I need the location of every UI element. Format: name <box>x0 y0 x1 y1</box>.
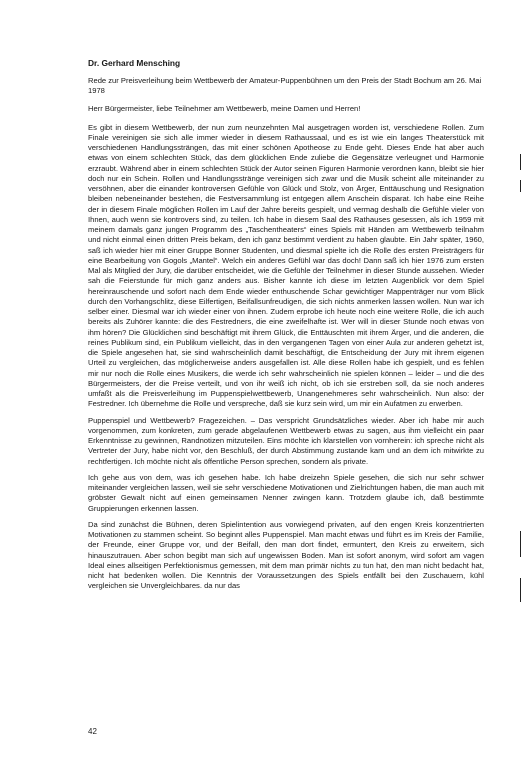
salutation: Herr Bürgermeister, liebe Teilnehmer am Wettbewerb, meine Damen und Herren! <box>88 104 361 114</box>
paragraph-3: Ich gehe aus von dem, was ich gesehen habe. Ich habe dreizehn Spiele gesehen, die sich nur sehr schwer miteinander vergleichen lassen, weil sie sehr verschiedene Motivationen und Zielrichtungen haben, die man auch mit gröbster Gewalt nicht auf einen gemeinsamen Nenner zwingen kann. Trotzdem glaube ich, daß bestimmte Gruppierungen erkennen lassen. <box>88 472 484 513</box>
speech-intro: Rede zur Preisverleihung beim Wettbewerb der Amateur-Puppenbühnen um den Preis der Stadt Bochum am 26. Mai 1978 <box>88 76 482 96</box>
paragraph-1: Es gibt in diesem Wettbewerb, der nun zum neunzehnten Mal ausgetragen worden ist, verschiedene Rollen. Zum Finale vereinigen sie sich alle immer wieder in diesem Rathaussaal, und es ist wie ein langes Theaterstück mit verschiedenen Handlungssträngen, das mit einer schönen Apotheose zu Ende geht. Dieses Ende hat aber auch etwas von einem schlechten Stück, das dem glücklichen Ende zuliebe die Gegensätze verleugnet und Harmonie erzraubt. Während aber in einem schlechten Stück der Autor seinen Figuren Harmonie verordnen kann, bleibt sie hier doch nur ein Schein. Rollen und Handlungsstränge vereinigen sich zwar und die Musik scheint alle miteinander zu versöhnen, aber die einander kontroversen Gefühle von Glück und Stolz, von Ärger, Enttäuschung und Resignation bleiben nebeneinander bestehen, die Festversammlung ist entgegen allem Anschein disparat. Ich habe eine Reihe der in diesem Finale möglichen Rollen im Lauf der Jahre bereits gespielt, und vermag deshalb die Gefühle vieler von Ihnen, auch wenn sie kontrovers sind, zu teilen. Ich habe in diesem Saal des Rathauses gesessen, als ich 1959 mit meinem damals ganz jungen Programm des „Taschentheaters“ eines Spiels mit Händen am Wettbewerb teilnahm und nicht einmal einen dritten Preis bekam, den ich ganz bestimmt verdient zu haben glaubte. Ein Jahr später, 1960, saß ich wieder hier mit einer Gruppe Bonner Studenten, und diesmal spielte ich die Rolle des ersten Preisträgers für eine Bearbeitung von Gogols „Mantel“. Welch ein anderes Gefühl war das doch! Dann saß ich hier 1976 zum ersten Mal als Mitglied der Jury, die darüber entscheidet, wie die Gefühle der Teilnehmer in dieser Stunde aussehen. Wieder sah die Feierstunde für mich ganz anders aus. Bisher kannte ich diese im letzten Augenblick vor dem Spiel hereinrauschende und sofort nach dem Ende wieder enthuschende Schar gewichtiger Mappenträger nur vom Blick durch den Vorhangschlitz, diese Eilfertigen, Beifallsunfreudigen, die sich nichts anmerken lassen wollen. Nun war ich selber einer. Diesmal war ich wieder einer von ihnen. Zudem erprobe ich heute noch eine weitere Rolle, die ich auch bereits als Zuhörer kannte: die des Festredners, die eine zweifelhafte ist. Wer will in dieser Stunde noch etwas von ihm hören? Die Glücklichen sind beschäftigt mit ihrem Glück, die Enttäuschten mit ihrem Ärger, und die anderen, die reines Publikum sind, ein Publikum vielleicht, das in den vergangenen Tagen von einer Aula zur anderen gehetzt ist, die Spiele angesehen hat, sie sind wahrscheinlich damit beschäftigt, die Entscheidung der Jury mit ihrem eigenen Urteil zu vergleichen, das möglicherweise anders ausgefallen ist. Alle diese Rollen habe ich gespielt, und es fehlen mir nur noch die Rolle eines Musikers, die werde ich sehr wahrscheinlich nie spielen können – leider – und die des Bürgermeisters, der die Preise verteilt, und von ihr weiß ich nicht, ob ich sie erstreben soll, da sie noch anderes umfaßt als die Preisverleihung im Puppenspielwettbewerb, Unangenehmeres sehr wahrscheinlich. Nun also: der Festredner. Ich übernehme die Rolle und verspreche, daß sie kurz sein wird, um mir ein Aufatmen zu erwerben. <box>88 122 484 409</box>
author-name: Dr. Gerhard Mensching <box>88 58 181 68</box>
page-content <box>88 58 484 598</box>
margin-mark-3 <box>520 531 521 557</box>
margin-mark-1 <box>520 154 521 170</box>
margin-mark-2 <box>520 180 521 192</box>
paragraph-2: Puppenspiel und Wettbewerb? Fragezeichen. – Das verspricht Grundsätzliches wieder. Aber ich habe mir auch vorgenommen, zum konkreten, zum gerade abgelaufenen Wettbewerb etwas zu sagen, aus ihm vielleicht ein paar Erkenntnisse zu gewinnen, Randnotizen mitzuteilen. Eins möchte ich klarstellen von vornherein: ich spreche nicht als Vertreter der Jury, habe nicht vor, den Beschluß, der durch Abstimmung zustande kam und an dem ich mitwirkte zu rechtfertigen. Ich möchte nicht als öffentliche Person sprechen, sondern als private. <box>88 415 484 466</box>
paragraph-4: Da sind zunächst die Bühnen, deren Spielintention aus vorwiegend privaten, auf den engen Kreis konzentrierten Motivationen zu stammen scheint. So beginnt alles Puppenspiel. Man macht etwas und führt es im Kreis der Familie, der Freunde, einer Gruppe vor, und der Beifall, den man dort findet, ermuntert, den Kreis zu erweitern, sich hinauszutrauen. Aber schon begibt man sich auf ungewissen Boden. Man ist sofort anonym, wird sofort am vagen Ideal eines allseitigen Perfektionismus gemessen, mit dem man primär nichts zu tun hat, den man nicht bedacht hat, nicht hat bedenken wollen. Die Kenntnis der Voraussetzungen des Spiels entfällt bei den Zuschauern, kühl vergleichen sie Unvergleichbares. da nur das <box>88 519 484 591</box>
margin-mark-4 <box>520 578 521 602</box>
page-number: 42 <box>88 727 97 736</box>
